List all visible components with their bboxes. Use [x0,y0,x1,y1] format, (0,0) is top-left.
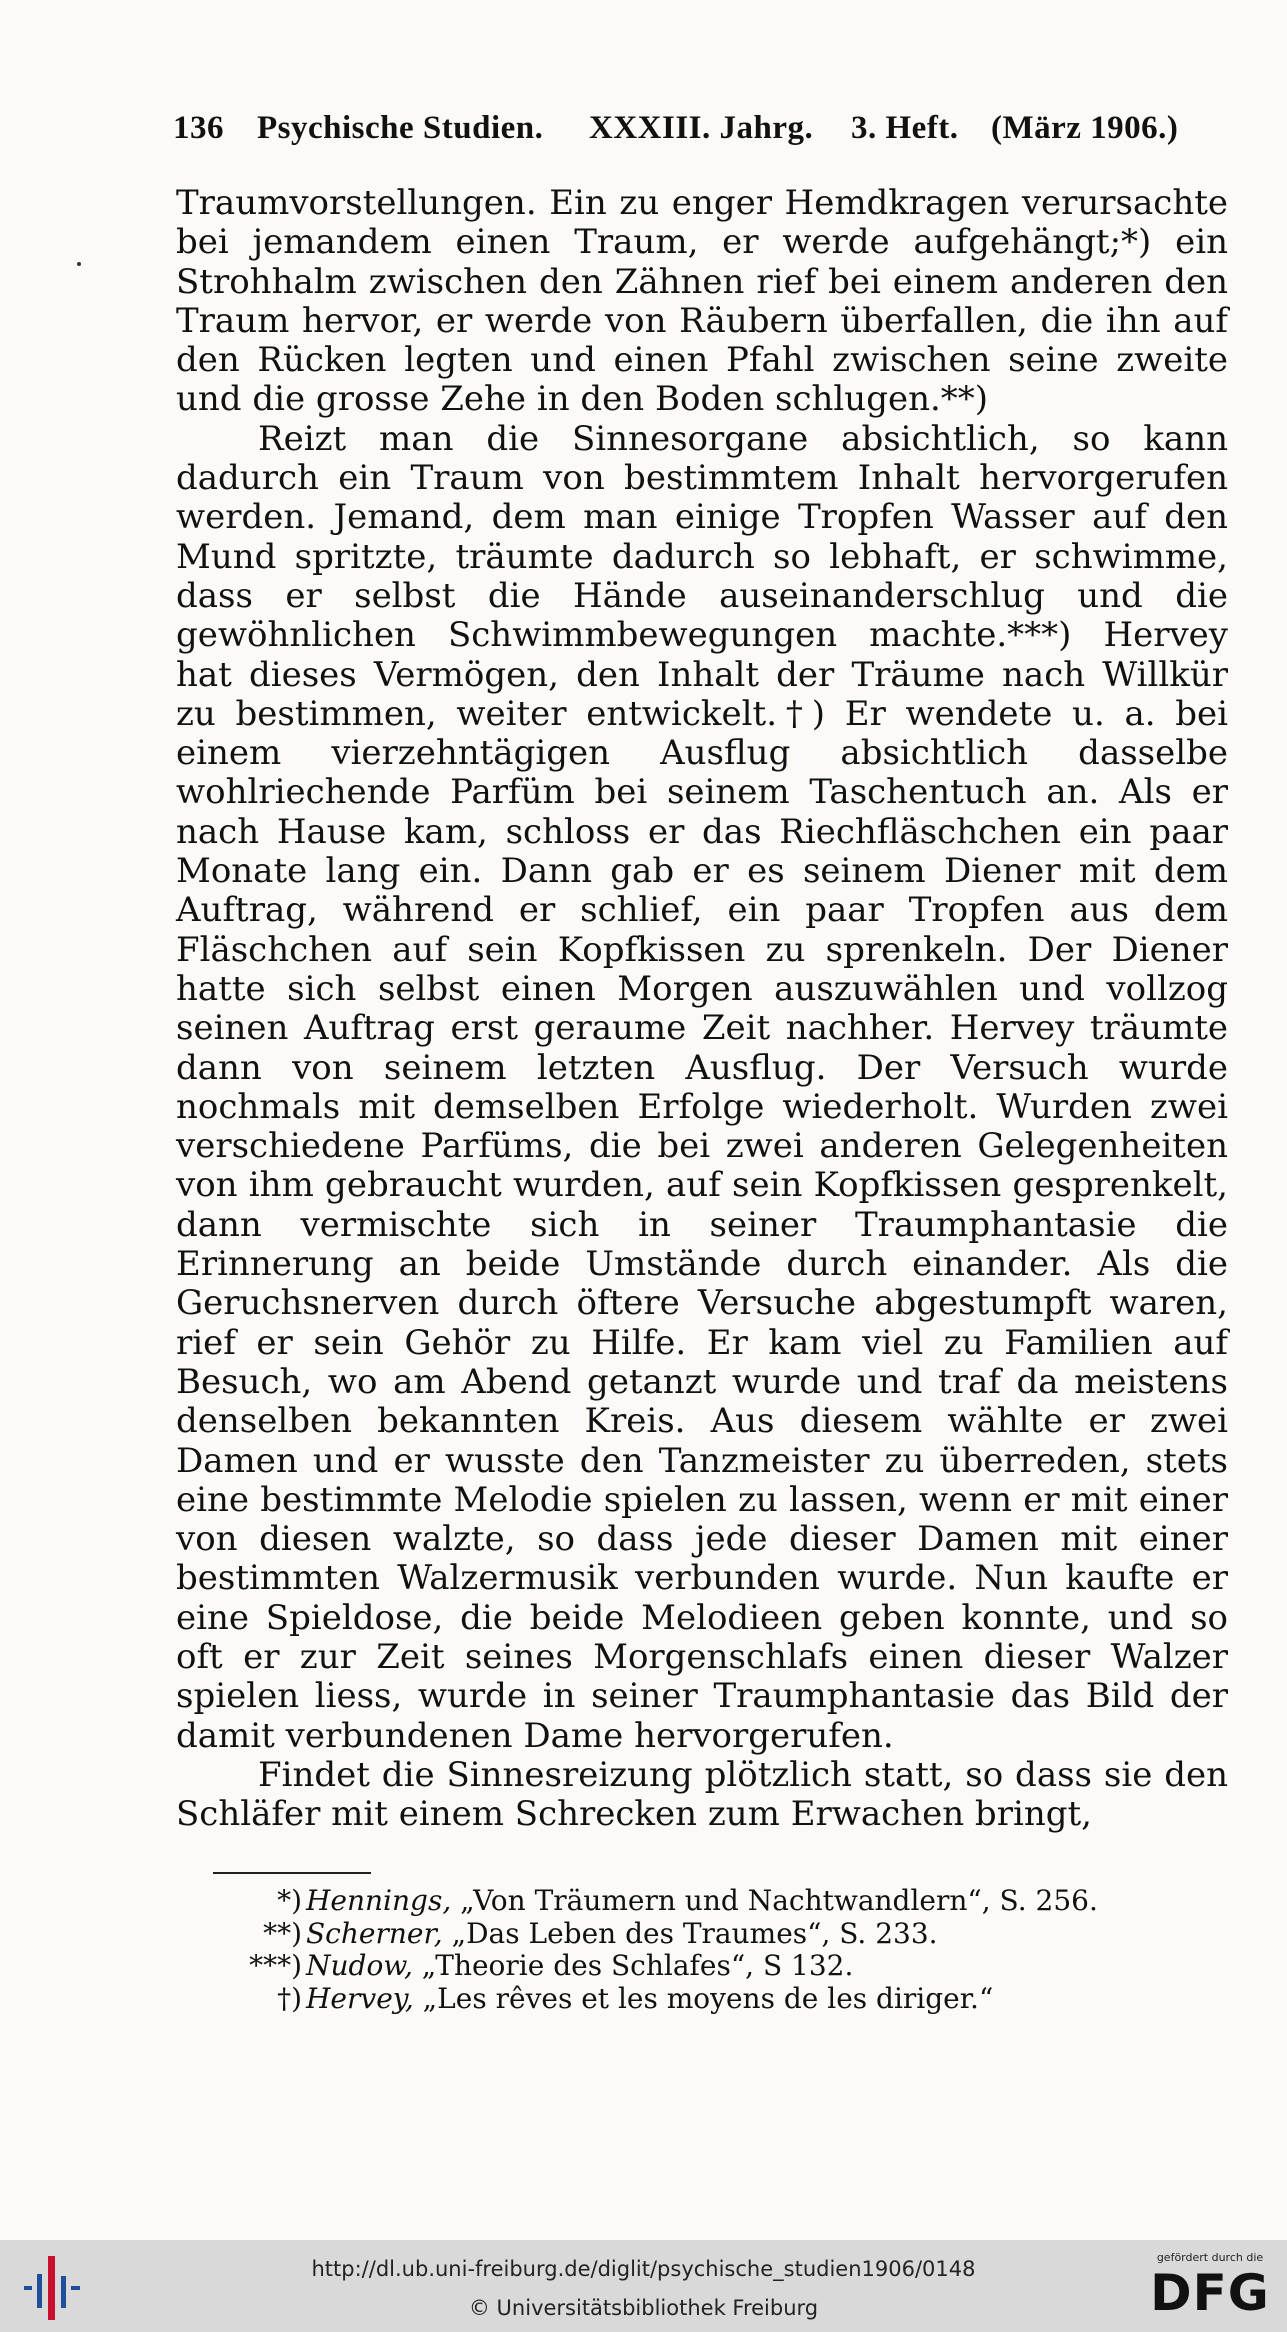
footnote-text [306,1950,853,1983]
footnote [228,1983,1228,2016]
stray-ink-mark [77,262,81,266]
footnote-mark: *) [277,1884,302,1917]
footnote-mark: †) [277,1981,302,2015]
footnote-text [306,1885,1098,1918]
logo-bar-left [24,2286,32,2290]
footnote-citation: „Das Leben des Traumes“, S. 233. [451,1916,938,1950]
issue-date: (März 1906.) [991,110,1179,146]
logo-bar-red [48,2256,55,2320]
footnotes [228,1885,1228,2015]
footnote-citation: „Von Träumern und Nachtwandlern“, S. 256. [460,1884,1098,1917]
footnote-author: Hervey, [306,1981,414,2015]
footnote [228,1918,1228,1951]
copyright-notice: © Universitätsbibliothek Freiburg [468,2296,819,2320]
volume-label: XXXIII. Jahrg. [589,110,814,146]
viewer-footer-bar [0,2240,1287,2332]
footnote-citation: „Theorie des Schlafes“, S 132. [421,1949,854,1982]
university-library-logo [24,2256,80,2320]
logo-bar-right [71,2286,80,2290]
permalink-url[interactable]: http://dl.ub.uni-freiburg.de/diglit/psychische_studien1906/0148 [311,2257,976,2281]
dfg-caption: gefördert durch die [1156,2251,1264,2264]
paragraph: Reizt man die Sinnesorgane absichtlich, so kann dadurch ein Traum von bestimmtem Inhalt hervorgerufen werden. Jemand, dem man einige Tropfen Wasser auf den Mund spritzte, träumte dadurch so lebhaft, er schwimme, dass er selbst die Hände auseinanderschlug und die gewöhnlichen Schwimmbewegungen machte.***) Hervey hat dieses Vermögen, den Inhalt der Träume nach Willkür zu bestimmen, weiter entwickelt.†) Er wendete u. a. bei einem vierzehntägigen Ausflug absichtlich dasselbe wohlriechende Parfüm bei seinem Taschentuch an. Als er nach Hause kam, schloss er das Riechfläschchen ein paar Monate lang ein. Dann gab er es seinem Diener mit dem Auftrag, während er schlief, ein paar Tropfen aus dem Fläschchen auf sein Kopfkissen zu sprenkeln. Der Diener hatte sich selbst einen Morgen auszuwählen und vollzog seinen Auftrag erst geraume Zeit nachher. Hervey träumte dann von seinem letzten Ausflug. Der Versuch wurde nochmals mit demselben Erfolge wiederholt. Wurden zwei verschiedene Parfüms, die bei zwei anderen Gelegenheiten von ihm gebraucht wurden, auf sein Kopfkissen gesprenkelt, dann vermischte sich in seiner Traumphantasie die Erinnerung an beide Umstände durch einander. Als die Geruchsnerven durch öftere Versuche abgestumpft waren, rief er sein Gehör zu Hilfe. Er kam viel zu Familien auf Besuch, wo am Abend getanzt wurde und traf da meistens denselben bekannten Kreis. Aus diesem wählte er zwei Damen und er wusste den Tanzmeister zu überreden, stets eine bestimmte Melodie spielen zu lassen, wenn er mit einer von diesen walzte, so dass jede dieser Damen mit einer bestimmten Walzermusik verbunden wurde. Nun kaufte er eine Spieldose, die beide Melodieen geben konnte, und so oft er zur Zeit seines Morgenschlafs einen dieser Walzer spielen liess, wurde in seiner Traumphantasie das Bild der damit verbundenen Dame hervorgerufen. [176,418,1228,1756]
page-number: 136 [173,110,224,146]
dfg-logo [1140,2251,1280,2331]
footnote [228,1885,1228,1918]
footnote-citation: „Les rêves et les moyens de les diriger.“ [422,1981,994,2015]
paragraph: Traumvorstellungen. Ein zu enger Hemdkragen verursachte bei jemandem einen Traum, er werde aufgehängt;*) ein Strohhalm zwischen den Zähnen rief bei einem anderen den Traum hervor, er werde von Räubern überfallen, die ihn auf den Rücken legten und einen Pfahl zwischen seine zweite und die grosse Zehe in den Boden schlugen.**) [176,183,1228,420]
logo-bar-blue [37,2274,42,2308]
footnote-mark: **) [263,1916,302,1950]
footnote [228,1950,1228,1983]
dfg-wordmark: DFG [1150,2264,1270,2322]
footnote-text [306,1983,993,2016]
footnote-separator [213,1872,371,1874]
running-header [173,110,1178,158]
footnote-text [306,1918,938,1951]
logo-bar-blue-right [61,2276,66,2308]
footnote-author: Hennings, [306,1884,452,1917]
footnote-mark: ***) [249,1949,302,1982]
footnote-author: Scherner, [306,1916,443,1950]
body-text [176,184,1228,1834]
paragraph: Findet die Sinnesreizung plötzlich statt, so dass sie den Schläfer mit einem Schrecken zum Erwachen bringt, [176,1754,1228,1835]
journal-title: Psychische Studien. [257,110,544,146]
issue-label: 3. Heft. [851,110,959,146]
footnote-author: Nudow, [306,1949,413,1982]
